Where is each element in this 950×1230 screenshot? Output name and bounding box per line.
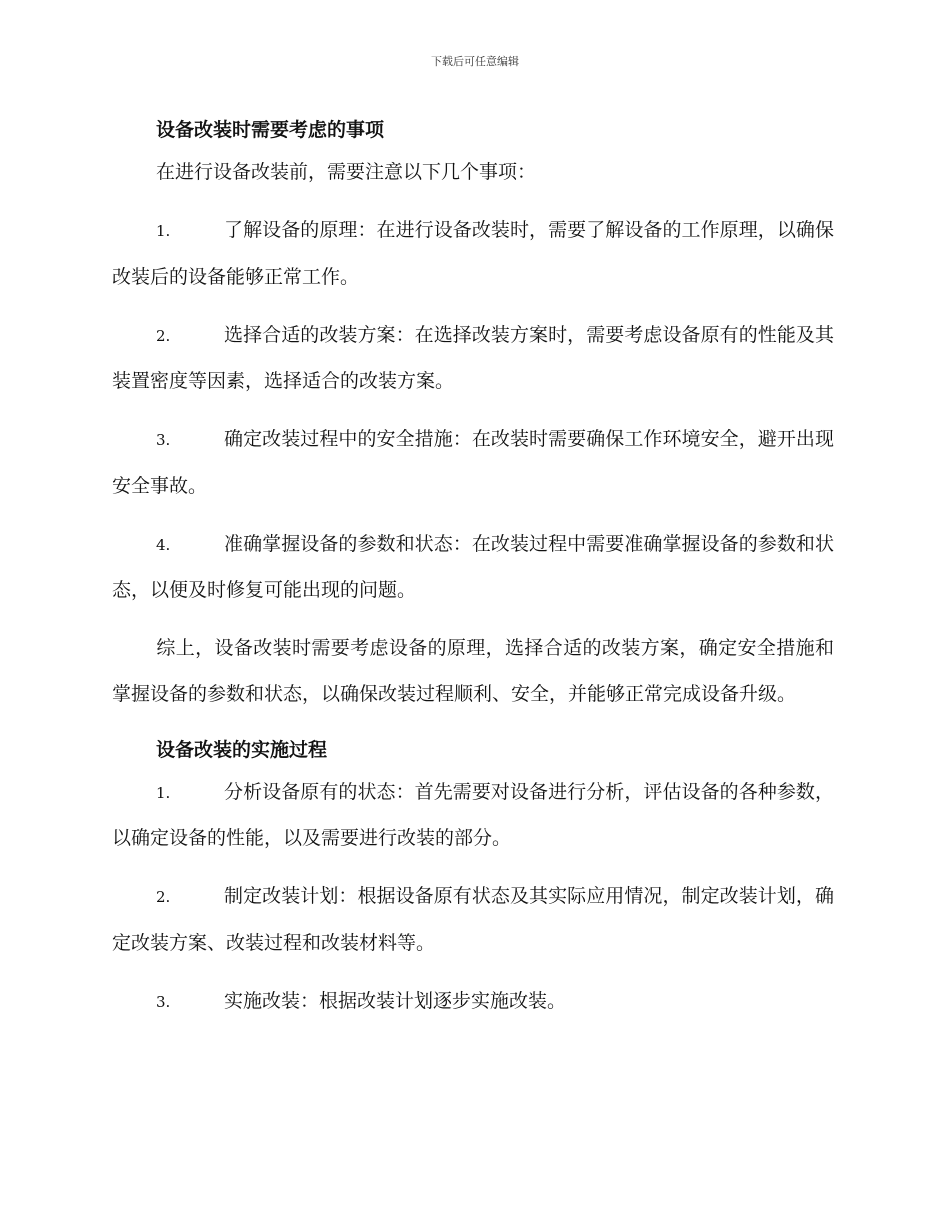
list-number: 4.	[156, 535, 171, 554]
list-text: 了解设备的原理：在进行设备改装时，需要了解设备的工作原理，以确保改装后的设备能够正常工作。	[112, 219, 834, 288]
section-title: 设备改装时需要考虑的事项	[156, 119, 385, 141]
list-item	[112, 417, 834, 509]
list-item	[112, 313, 834, 405]
list-item	[112, 208, 834, 300]
section-summary: 综上，设备改装时需要考虑设备的原理，选择合适的改装方案，确定安全措施和掌握设备的参数和状态，以确保改装过程顺利、安全，并能够正常完成设备升级。	[112, 637, 834, 705]
list-item	[112, 979, 834, 1026]
list-number: 1.	[156, 783, 171, 802]
list-number: 3.	[156, 431, 171, 449]
list-item	[112, 522, 834, 614]
list-number: 2.	[156, 326, 171, 345]
list-text: 分析设备原有的状态：首先需要对设备进行分析，评估设备的各种参数，以确定设备的性能，以及需要进行改装的部分。	[112, 780, 834, 849]
list-text: 实施改装：根据改装计划逐步实施改装。	[224, 989, 567, 1012]
page-header: 下载后可任意编辑	[431, 55, 519, 68]
list-text: 选择合适的改装方案：在选择改装方案时，需要考虑设备原有的性能及其装置密度等因素，选择适合的改装方案。	[112, 323, 834, 392]
list-item	[112, 874, 834, 966]
list-number: 2.	[156, 888, 171, 906]
document-body	[112, 110, 834, 1038]
list-text: 制定改装计划：根据设备原有状态及其实际应用情况，制定改装计划，确定改装方案、改装过程和改装材料等。	[112, 885, 834, 954]
list-text: 确定改装过程中的安全措施：在改装时需要确保工作环境安全，避开出现安全事故。	[112, 428, 834, 497]
section-title: 设备改装的实施过程	[156, 738, 328, 761]
list-item	[112, 770, 834, 862]
list-text: 准确掌握设备的参数和状态：在改装过程中需要准确掌握设备的参数和状态，以便及时修复可能出现的问题。	[112, 532, 834, 601]
list-number: 1.	[156, 222, 171, 240]
section-intro: 在进行设备改装前，需要注意以下几个事项：	[156, 161, 537, 183]
list-number: 3.	[156, 992, 171, 1011]
